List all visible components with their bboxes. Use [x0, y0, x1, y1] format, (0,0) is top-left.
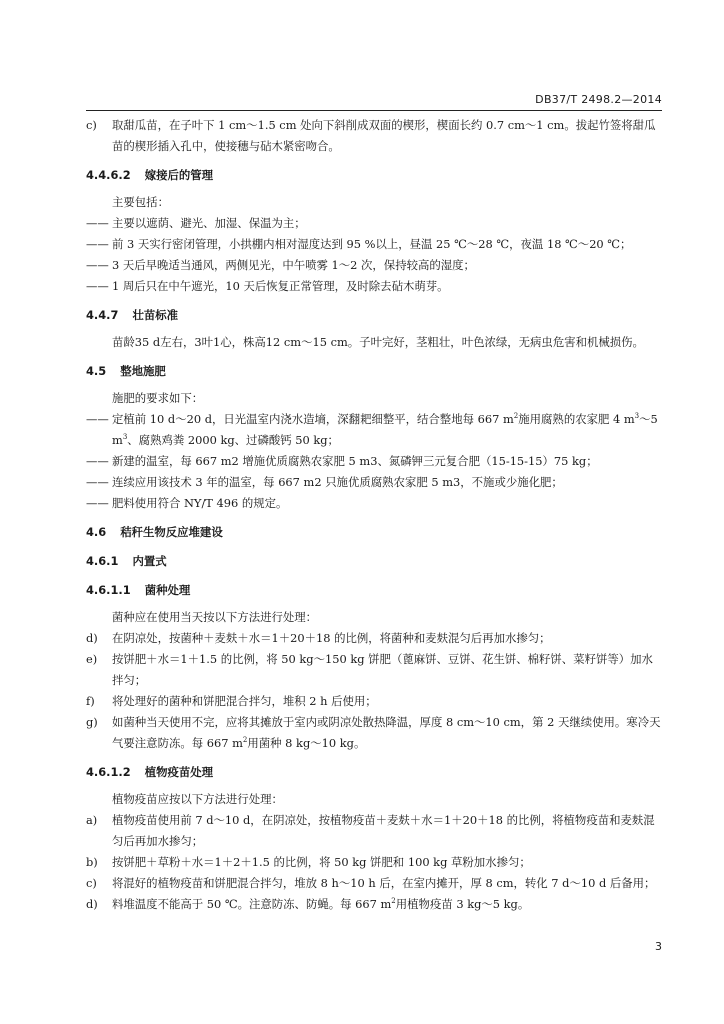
- superscript: 2: [242, 736, 248, 745]
- dash-marker: ——: [86, 237, 109, 251]
- superscript: 2: [513, 412, 519, 421]
- section-number: 4.4.6.2: [86, 168, 131, 182]
- list-marker: g): [86, 715, 98, 729]
- dash-list-text: 前 3 天实行密闭管理，小拱棚内相对湿度达到 95 %以上，昼温 25 ℃～28 ℃，夜温 18 ℃～20 ℃；: [112, 237, 632, 251]
- list-item-text-part: 如菌种当天使用不完，应将其摊放于室内或阴凉处散热降温，厚度 8 cm～10 cm，第 2 天继续使用。寒冷天气要注意防冻。每 667 m: [112, 715, 661, 750]
- dash-list-item: [86, 451, 662, 472]
- dash-marker: ——: [86, 496, 109, 510]
- dash-list-item: [86, 472, 662, 493]
- list-item-text: 按饼肥＋草粉＋水＝1＋2＋1.5 的比例，将 50 kg 饼肥和 100 kg 草粉加水掺匀；: [112, 855, 531, 869]
- document-code: DB37/T 2498.2—2014: [535, 93, 662, 106]
- section-heading: [86, 165, 662, 186]
- section-title: 植物疫苗处理: [144, 765, 214, 779]
- dash-marker: ——: [86, 216, 109, 230]
- list-marker: a): [86, 813, 98, 827]
- list-item: [86, 691, 662, 712]
- section-title: 秸秆生物反应堆建设: [120, 525, 223, 539]
- list-marker: e): [86, 652, 98, 666]
- paragraph: 主要包括：: [112, 195, 169, 209]
- list-marker: f): [86, 694, 95, 708]
- list-marker: d): [86, 897, 98, 911]
- dash-list-text: 主要以遮荫、避光、加湿、保温为主；: [112, 216, 306, 230]
- section-title: 嫁接后的管理: [144, 168, 214, 182]
- dash-list-text: 定植前 10 d～20 d，日光温室内浇水造墒，深翻耙细整平，结合整地每 667 m: [112, 412, 514, 426]
- list-item: [86, 894, 662, 915]
- dash-list-text: 施用腐熟的农家肥 4 m: [518, 412, 635, 426]
- list-item: [86, 649, 662, 691]
- list-item-text-part: 用植物疫苗 3 kg～5 kg。: [395, 897, 530, 911]
- section-number: 4.6: [86, 525, 107, 539]
- list-item-text-part: 料堆温度不能高于 50 ℃。注意防冻、防蝇。每 667 m: [112, 897, 392, 911]
- dash-list-text: 肥料使用符合 NY/T 496 的规定。: [112, 496, 288, 510]
- dash-list-text: 连续应用该技术 3 年的温室，每 667 m2 只施优质腐熟农家肥 5 m3，不施或少施化肥；: [112, 475, 563, 489]
- list-marker: c): [86, 118, 97, 132]
- list-item: [86, 712, 662, 754]
- list-item: [86, 873, 662, 894]
- section-title: 内置式: [132, 554, 167, 568]
- dash-marker: ——: [86, 279, 109, 293]
- page-number: 3: [655, 940, 662, 953]
- header-rule: [86, 110, 662, 111]
- dash-list-item: [86, 276, 662, 297]
- section-heading: [86, 762, 662, 783]
- list-item-text: [112, 894, 662, 915]
- dash-list-item: [86, 213, 662, 234]
- superscript: 2: [391, 897, 396, 906]
- paragraph: 施肥的要求如下：: [112, 391, 204, 405]
- list-item-text: [112, 712, 662, 754]
- list-item: [86, 628, 662, 649]
- section-number: 4.5: [86, 364, 107, 378]
- section-title: 菌种处理: [144, 583, 191, 597]
- list-item: [86, 852, 662, 873]
- dash-list-item: [86, 255, 662, 276]
- dash-list-text: 1 周后只在中午遮光，10 天后恢复正常管理，及时除去砧木萌芽。: [112, 279, 449, 293]
- list-item-text: 将混好的植物疫苗和饼肥混合拌匀，堆放 8 h～10 h 后，在室内摊开，厚 8 cm，转化 7 d～10 d 后备用；: [112, 876, 656, 890]
- section-heading: [86, 551, 662, 572]
- section-number: 4.6.1.1: [86, 583, 131, 597]
- section-number: 4.6.1: [86, 554, 119, 568]
- dash-list-text: 新建的温室，每 667 m2 增施优质腐熟农家肥 5 m3、氮磷钾三元复合肥（15-15-15）75 kg；: [112, 454, 598, 468]
- list-item-text: 在阴凉处，按菌种＋麦麸＋水＝1＋20＋18 的比例，将菌种和麦麸混匀后再加水掺匀；: [112, 631, 551, 645]
- dash-list-item: [86, 493, 662, 514]
- list-item-text: 植物疫苗使用前 7 d～10 d，在阴凉处，按植物疫苗＋麦麸＋水＝1＋20＋18 的比例，将植物疫苗和麦麸混匀后再加水掺匀；: [112, 813, 655, 848]
- superscript: 3: [122, 433, 128, 442]
- paragraph: 植物疫苗应按以下方法进行处理：: [112, 792, 283, 806]
- list-marker: b): [86, 855, 98, 869]
- dash-marker: ——: [86, 258, 109, 272]
- dash-list-text: 、腐熟鸡粪 2000 kg、过磷酸钙 50 kg；: [127, 433, 339, 447]
- list-item-text: 取甜瓜苗，在子叶下 1 cm～1.5 cm 处向下斜削成双面的楔形，楔面长约 0.7 cm～1 cm。拔起竹签将甜瓜苗的楔形插入孔中，使接穗与砧木紧密吻合。: [112, 118, 656, 153]
- list-item-text: 将处理好的菌种和饼肥混合拌匀，堆积 2 h 后使用；: [112, 694, 377, 708]
- dash-list-item: [86, 234, 662, 255]
- section-heading: [86, 580, 662, 601]
- section-number: 4.4.7: [86, 308, 119, 322]
- paragraph: 苗龄35 d左右，3叶1心，株高12 cm～15 cm。子叶完好，茎粗壮，叶色浓绿，无病虫危害和机械损伤。: [112, 335, 644, 349]
- section-title: 壮苗标准: [132, 308, 179, 322]
- section-heading: [86, 361, 662, 382]
- dash-marker: ——: [86, 475, 109, 489]
- dash-list-text: ～5 m: [112, 412, 658, 447]
- list-marker: d): [86, 631, 98, 645]
- page-body: [86, 115, 662, 915]
- section-title: 整地施肥: [120, 364, 166, 378]
- list-item-text-part: 用菌种 8 kg～10 kg。: [247, 736, 366, 750]
- list-marker: c): [86, 876, 97, 890]
- dash-marker: ——: [86, 412, 109, 426]
- dash-marker: ——: [86, 454, 109, 468]
- list-item: [86, 115, 662, 157]
- section-number: 4.6.1.2: [86, 765, 131, 779]
- list-item-text: 按饼肥＋水＝1＋1.5 的比例，将 50 kg～150 kg 饼肥（蓖麻饼、豆饼、花生饼、棉籽饼、菜籽饼等）加水拌匀；: [112, 652, 653, 687]
- list-item: [86, 810, 662, 852]
- superscript: 3: [634, 412, 640, 421]
- section-heading: [86, 305, 662, 326]
- paragraph: 菌种应在使用当天按以下方法进行处理：: [112, 610, 318, 624]
- section-heading: [86, 522, 662, 543]
- dash-list-text: 3 天后早晚适当通风，两侧见光，中午喷雾 1～2 次，保持较高的湿度；: [112, 258, 475, 272]
- dash-list-item: [86, 409, 662, 451]
